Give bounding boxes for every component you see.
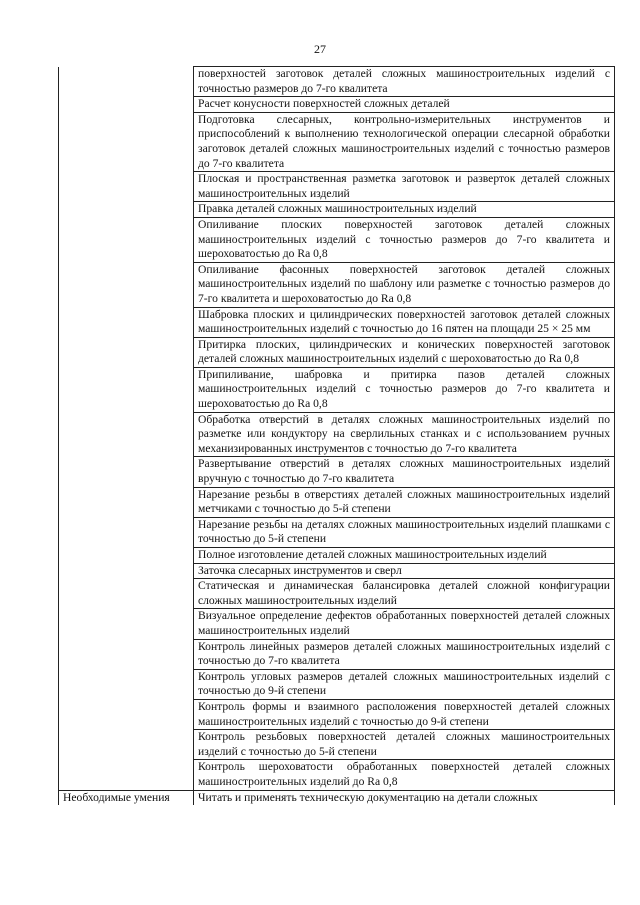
labor-action-text: поверхностей заготовок деталей сложных машиностроительных изделий с точностью размеров до 7-го квалитета	[194, 67, 615, 97]
labor-action-text: Подготовка слесарных, контрольно-измерительных инструментов и приспособлений к выполнению технологической операции слесарной обработки заготовок деталей сложных машиностроительных изделий с точностью размеров до 7-го квалитета	[194, 112, 615, 171]
labor-action-text: Контроль угловых размеров деталей сложных машиностроительных изделий с точностью до 9-й степени	[194, 669, 615, 699]
labor-action-text: Контроль линейных размеров деталей сложных машиностроительных изделий с точностью до 7-го квалитета	[194, 639, 615, 669]
labor-action-text: Опиливание фасонных поверхностей заготовок деталей сложных машиностроительных изделий по шаблону или разметке с точностью размеров до 7-го квалитета и шероховатостью до Ra 0,8	[194, 262, 615, 307]
labor-action-text: Статическая и динамическая балансировка деталей сложной конфигурации сложных машиностроительных изделий	[194, 579, 615, 609]
page-number: 27	[314, 42, 326, 56]
labor-action-text: Шабровка плоских и цилиндрических поверхностей заготовок деталей сложных машиностроительных изделий с точностью до 16 пятен на площади 25 × 25 мм	[194, 307, 615, 337]
labor-action-text: Плоская и пространственная разметка заготовок и разверток деталей сложных машиностроительных изделий	[194, 172, 615, 202]
labor-action-text: Заточка слесарных инструментов и сверл	[194, 563, 615, 579]
labor-action-text: Обработка отверстий в деталях сложных машиностроительных изделий по разметке или кондуктору на сверлильных станках и с использованием ручных механизированных инструментов с точностью до 7-го квалитета	[194, 412, 615, 457]
labor-action-text: Нарезание резьбы в отверстиях деталей сложных машиностроительных изделий метчиками с точностью до 5-й степени	[194, 487, 615, 517]
labor-action-text: Нарезание резьбы на деталях сложных машиностроительных изделий плашками с точностью до 5-й степени	[194, 517, 615, 547]
labor-action-text: Контроль шероховатости обработанных поверхностей деталей сложных машиностроительных изделий до Ra 0,8	[194, 760, 615, 790]
section-label: Необходимые умения	[59, 790, 194, 805]
table-row	[59, 790, 615, 805]
labor-action-text: Правка деталей сложных машиностроительных изделий	[194, 202, 615, 218]
labor-action-text: Расчет конусности поверхностей сложных деталей	[194, 97, 615, 113]
labor-action-text: Припиливание, шабровка и притирка пазов деталей сложных машиностроительных изделий с точностью размеров до 7-го квалитета и шероховатостью до Ra 0,8	[194, 367, 615, 412]
labor-action-text: Развертывание отверстий в деталях сложных машиностроительных изделий вручную с точностью до 7-го квалитета	[194, 457, 615, 487]
empty-label-cell	[59, 67, 194, 791]
labor-action-text: Притирка плоских, цилиндрических и конических поверхностей заготовок деталей сложных машиностроительных изделий с шероховатостью до Ra 0,8	[194, 337, 615, 367]
labor-action-text: Полное изготовление деталей сложных машиностроительных изделий	[194, 548, 615, 564]
labor-action-text: Опиливание плоских поверхностей заготовок деталей сложных машиностроительных изделий с точностью размеров до 7-го квалитета и шероховатостью до Ra 0,8	[194, 217, 615, 262]
table-row	[59, 67, 615, 97]
labor-action-text: Контроль резьбовых поверхностей деталей сложных машиностроительных изделий с точностью до 5-й степени	[194, 730, 615, 760]
skill-text: Читать и применять техническую документацию на детали сложных	[194, 790, 615, 805]
labor-action-text: Визуальное определение дефектов обработанных поверхностей деталей сложных машиностроительных изделий	[194, 609, 615, 639]
table-body	[59, 67, 615, 806]
labor-action-text: Контроль формы и взаимного расположения поверхностей деталей сложных машиностроительных изделий с точностью до 9-й степени	[194, 699, 615, 729]
requirements-table	[58, 66, 615, 805]
